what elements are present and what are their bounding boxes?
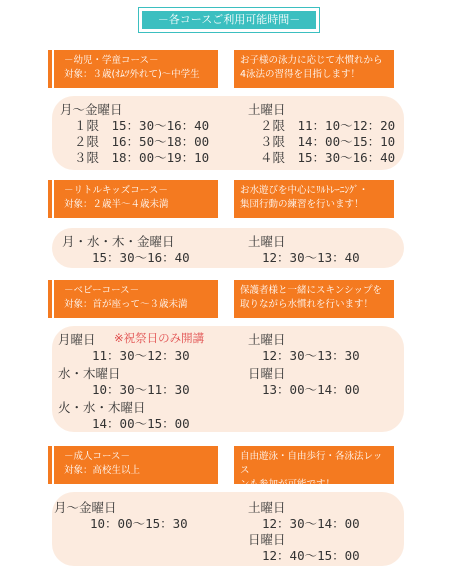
time-row: ３限 14：00～15：10 (260, 134, 396, 149)
desc-line: 集団行動の練習を行います！ (240, 199, 364, 210)
page-title: －各コースご利用可能時間－ (139, 8, 319, 32)
desc-line: 保護者様と一緒にスキンシップを (240, 285, 382, 296)
weekend-label: 土曜日 (248, 234, 286, 249)
course-name: －幼児・学童コース－ (64, 55, 159, 66)
course-target: 対象：３歳(ｵﾑﾂ外れて)～中学生 (64, 69, 200, 80)
time-row: ２限 16：50～18：00 (74, 134, 210, 149)
weekend-label: 土曜日 (248, 332, 286, 347)
course-name: －成人コース－ (64, 451, 131, 462)
time-row: 13：00～14：00 (262, 382, 360, 397)
course-desc-little-kids (234, 180, 394, 218)
weekday-label: 月～金曜日 (54, 500, 117, 515)
course-target: 対象：首が座って～３歳未満 (64, 299, 188, 310)
course-desc-youth (234, 50, 394, 88)
schedule-card-little-kids (52, 228, 404, 268)
time-row: ４限 15：30～16：40 (260, 150, 396, 165)
course-desc-adult (234, 446, 394, 490)
weekend-label: 土曜日 (248, 102, 286, 117)
time-row: 12：30～13：40 (262, 250, 360, 265)
schedule-card-adult (52, 492, 404, 566)
desc-line: お水遊びを中心にﾘﾙﾄﾚｰﾆﾝｸﾞ・ (240, 185, 369, 196)
course-name: －ベビーコース－ (64, 285, 140, 296)
desc-line: 自由遊泳・自由歩行・各泳法レッス (240, 451, 383, 476)
holiday-note: ※祝祭日のみ開講 (114, 331, 205, 345)
course-target: 対象：２歳半～４歳未満 (64, 199, 169, 210)
course-header-little-kids (54, 180, 218, 218)
course-header-baby (54, 280, 218, 318)
header-accent (48, 280, 52, 318)
schedule-card-baby (52, 326, 404, 432)
weekend-label: 日曜日 (248, 532, 286, 547)
weekday-label: 月・水・木・金曜日 (62, 234, 175, 249)
header-accent (48, 446, 52, 484)
weekday-label: 月曜日 (58, 332, 96, 347)
course-header-youth (54, 50, 218, 88)
time-row: １限 15：30～16：40 (74, 118, 210, 133)
time-row: 11：30～12：30 (92, 348, 190, 363)
time-row: 14：00～15：00 (92, 416, 190, 431)
course-target: 対象：高校生以上 (64, 465, 141, 476)
time-row: 10：30～11：30 (92, 382, 190, 397)
time-row: 15：30～16：40 (92, 250, 190, 265)
time-row: ３限 18：00～19：10 (74, 150, 210, 165)
time-row: 10：00～15：30 (90, 516, 188, 531)
time-row: ２限 11：10～12：20 (260, 118, 396, 133)
desc-line: 4泳法の習得を目指します！ (240, 69, 361, 80)
time-row: 12：40～15：00 (262, 548, 360, 563)
course-header-adult (54, 446, 218, 484)
schedule-card-youth (52, 96, 404, 170)
weekday-label: 月～金曜日 (60, 102, 123, 117)
desc-line: ンも参加が可能です！ (240, 479, 336, 490)
header-accent (48, 180, 52, 218)
time-row: 12：30～13：30 (262, 348, 360, 363)
weekday-label: 火・水・木曜日 (58, 400, 146, 415)
course-name: －リトルキッズコース－ (64, 185, 168, 196)
weekend-label: 土曜日 (248, 500, 286, 515)
desc-line: 取りながら水慣れを行います！ (240, 299, 374, 310)
time-row: 12：30～14：00 (262, 516, 360, 531)
header-accent (48, 50, 52, 88)
weekday-label: 水・木曜日 (58, 366, 121, 381)
weekend-label: 日曜日 (248, 366, 286, 381)
course-desc-baby (234, 280, 394, 318)
desc-line: お子様の泳力に応じて水慣れから (240, 55, 383, 66)
